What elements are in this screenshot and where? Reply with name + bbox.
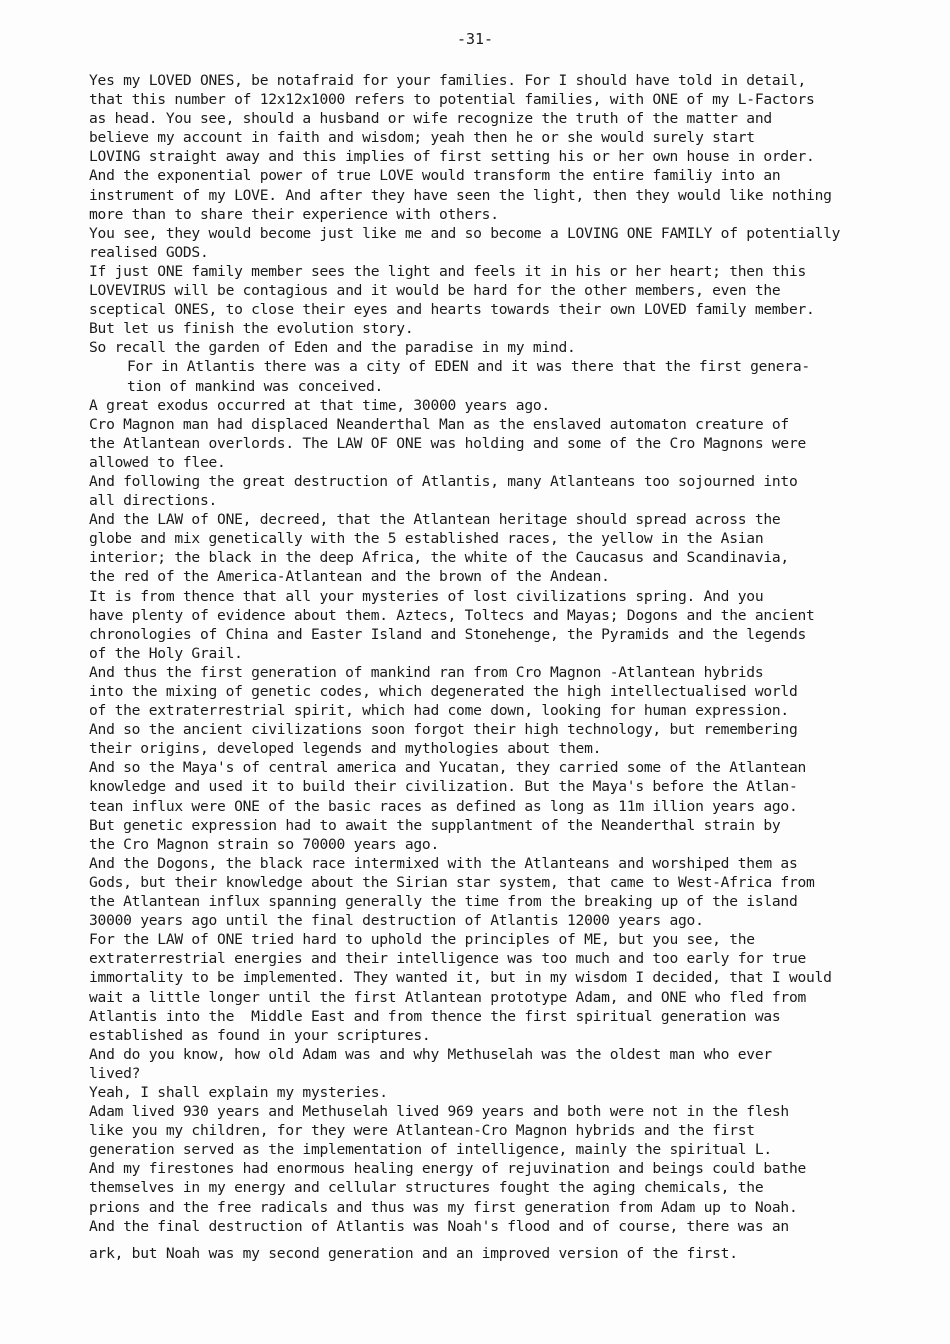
text-line: So recall the garden of Eden and the paradise in my mind. bbox=[89, 339, 576, 357]
text-line: And so the Maya's of central america and Yucatan, they carried some of the Atlantean bbox=[89, 759, 807, 777]
text-line: ark, but Noah was my second generation and an improved version of the first. bbox=[89, 1244, 738, 1262]
text-line: And the final destruction of Atlantis was Noah's flood and of course, there was an bbox=[89, 1217, 789, 1235]
text-line: For in Atlantis there was a city of EDEN and it was there that the first genera- bbox=[127, 358, 810, 376]
text-line: generation served as the implementation of intelligence, mainly the spiritual L. bbox=[89, 1141, 772, 1159]
text-line: And the Dogons, the black race intermixed with the Atlanteans and worshiped them as bbox=[89, 854, 798, 872]
text-line: And my firestones had enormous healing energy of rejuvination and beings could bathe bbox=[89, 1160, 807, 1178]
text-line: more than to share their experience with others. bbox=[89, 205, 499, 223]
text-line: their origins, developed legends and mythologies about them. bbox=[89, 740, 602, 758]
text-line: extraterrestrial energies and their intelligence was too much and too early for true bbox=[89, 950, 807, 968]
text-line: Atlantis into the Middle East and from thence the first spiritual generation was bbox=[89, 1007, 781, 1025]
text-line: themselves in my energy and cellular structures fought the aging chemicals, the bbox=[89, 1179, 764, 1197]
text-line: If just ONE family member sees the light and feels it in his or her heart; then this bbox=[89, 262, 807, 280]
text-line: believe my account in faith and wisdom; yeah then he or she would surely start bbox=[89, 129, 755, 147]
text-line: chronologies of China and Easter Island and Stonehenge, the Pyramids and the legends bbox=[89, 625, 807, 643]
text-line: allowed to flee. bbox=[89, 453, 226, 471]
text-line: But genetic expression had to await the supplantment of the Neanderthal strain by bbox=[89, 816, 781, 834]
text-line: Gods, but their knowledge about the Sirian star system, that came to West-Africa from bbox=[89, 873, 815, 891]
page-number: -31- bbox=[456, 30, 494, 48]
text-line: Yes my LOVED ONES, be notafraid for your families. For I should have told in detail, bbox=[89, 72, 807, 89]
text-line: And the exponential power of true LOVE would transform the entire familiy into an bbox=[89, 167, 781, 185]
text-line: that this number of 12x12x1000 refers to potential families, with ONE of my L-Factors bbox=[89, 91, 815, 109]
text-line: globe and mix genetically with the 5 established races, the yellow in the Asian bbox=[89, 530, 764, 548]
text-line: tion of mankind was conceived. bbox=[127, 377, 384, 395]
text-line: A great exodus occurred at that time, 30000 years ago. bbox=[89, 396, 550, 414]
text-line: Yeah, I shall explain my mysteries. bbox=[89, 1083, 388, 1101]
text-line: prions and the free radicals and thus was my first generation from Adam up to Noah. bbox=[89, 1198, 798, 1216]
text-line: instrument of my LOVE. And after they have seen the light, then they would like nothing bbox=[89, 186, 832, 204]
text-line: Adam lived 930 years and Methuselah lived 969 years and both were not in the flesh bbox=[89, 1103, 789, 1121]
text-line: tean influx were ONE of the basic races as defined as long as 11m illion years ago. bbox=[89, 797, 798, 815]
text-line: interior; the black in the deep Africa, the white of the Caucasus and Scandinavia, bbox=[89, 549, 789, 567]
text-line: sceptical ONES, to close their eyes and hearts towards their own LOVED family member. bbox=[89, 301, 815, 319]
text-line: Cro Magnon man had displaced Neanderthal Man as the enslaved automaton creature of bbox=[89, 415, 789, 433]
text-line: It is from thence that all your mysteries of lost civilizations spring. And you bbox=[89, 587, 764, 605]
text-line: You see, they would become just like me and so become a LOVING ONE FAMILY of potentially bbox=[89, 224, 841, 242]
text-line: have plenty of evidence about them. Aztecs, Toltecs and Mayas; Dogons and the ancient bbox=[89, 606, 815, 624]
text-line: of the extraterrestrial spirit, which had come down, looking for human expression. bbox=[89, 702, 789, 720]
text-line: And following the great destruction of Atlantis, many Atlanteans too sojourned into bbox=[89, 472, 798, 490]
text-line: as head. You see, should a husband or wife recognize the truth of the matter and bbox=[89, 110, 772, 128]
text-line: like you my children, for they were Atlantean-Cro Magnon hybrids and the first bbox=[89, 1122, 755, 1140]
text-line: LOVEVIRUS will be contagious and it would be hard for the other members, even the bbox=[89, 282, 781, 300]
text-line: realised GODS. bbox=[89, 243, 209, 261]
text-line: 30000 years ago until the final destruction of Atlantis 12000 years ago. bbox=[89, 912, 704, 930]
text-line: LOVING straight away and this implies of first setting his or her own house in order. bbox=[89, 148, 815, 166]
text-line: But let us finish the evolution story. bbox=[89, 320, 414, 338]
text-line: the Atlantean overlords. The LAW OF ONE was holding and some of the Cro Magnons were bbox=[89, 434, 807, 452]
text-line: immortality to be implemented. They wanted it, but in my wisdom I decided, that I would bbox=[89, 969, 832, 987]
text-line: knowledge and used it to build their civilization. But the Maya's before the Atlan- bbox=[89, 778, 798, 796]
text-line: And thus the first generation of mankind ran from Cro Magnon -Atlantean hybrids bbox=[89, 663, 764, 681]
text-line: And so the ancient civilizations soon forgot their high technology, but remembering bbox=[89, 721, 798, 739]
text-line: And do you know, how old Adam was and why Methuselah was the oldest man who ever bbox=[89, 1045, 772, 1063]
text-line: all directions. bbox=[89, 492, 218, 510]
text-line: established as found in your scriptures. bbox=[89, 1026, 431, 1044]
text-line: of the Holy Grail. bbox=[89, 644, 243, 662]
text-line: the Atlantean influx spanning generally the time from the breaking up of the island bbox=[89, 893, 798, 911]
text-line: the Cro Magnon strain so 70000 years ago. bbox=[89, 835, 439, 853]
text-line: into the mixing of genetic codes, which degenerated the high intellectualised world bbox=[89, 683, 798, 700]
text-line: the red of the America-Atlantean and the brown of the Andean. bbox=[89, 568, 610, 586]
text-line: For the LAW of ONE tried hard to uphold the principles of ME, but you see, the bbox=[89, 931, 755, 949]
text-line: lived? bbox=[89, 1064, 141, 1082]
body-text bbox=[89, 71, 929, 1263]
text-line: And the LAW of ONE, decreed, that the Atlantean heritage should spread across the bbox=[89, 511, 781, 529]
text-line: wait a little longer until the first Atlantean prototype Adam, and ONE who fled from bbox=[89, 988, 807, 1006]
